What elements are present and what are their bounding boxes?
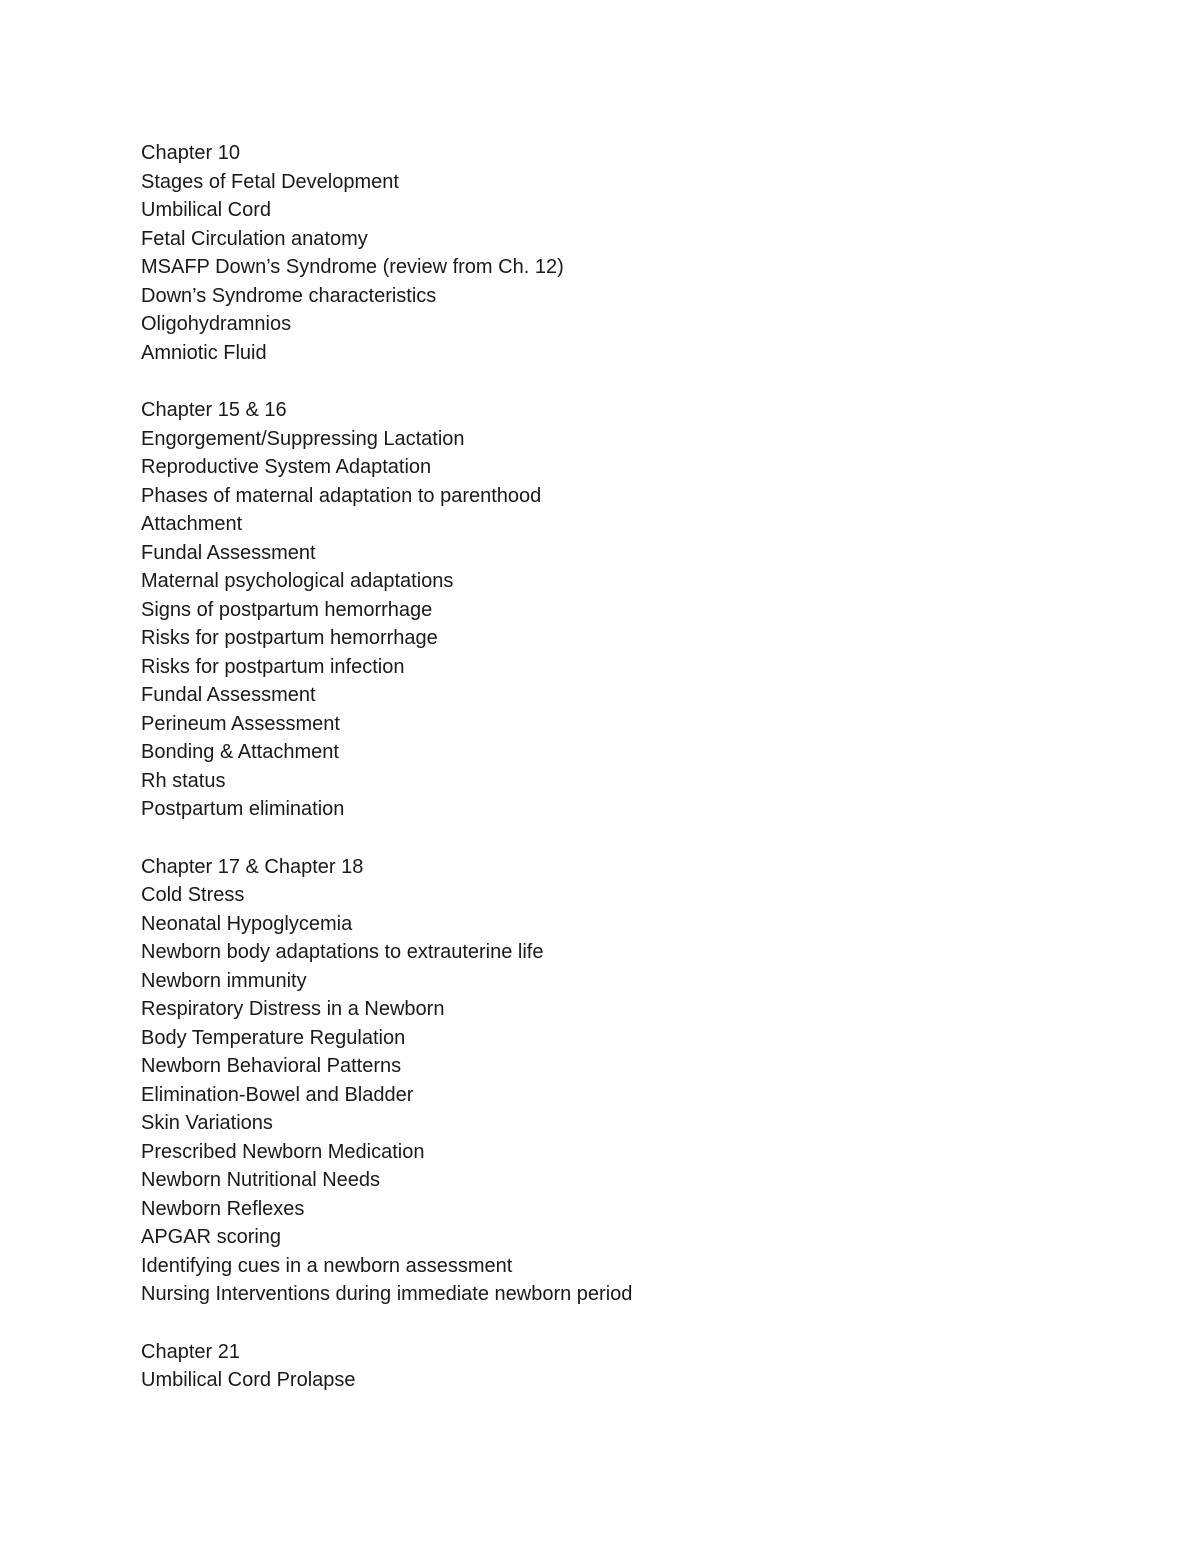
list-item: MSAFP Down’s Syndrome (review from Ch. 12) — [141, 256, 564, 278]
list-item: Down’s Syndrome characteristics — [141, 284, 437, 307]
list-item: Bonding & Attachment — [141, 741, 339, 763]
list-item: Newborn immunity — [141, 969, 307, 992]
list-item: Identifying cues in a newborn assessment — [141, 1254, 513, 1277]
section-heading: Chapter 10 — [141, 142, 240, 164]
list-item: Nursing Interventions during immediate newborn period — [141, 1283, 633, 1305]
list-item: Newborn body adaptations to extrauterine life — [141, 941, 544, 963]
list-item: Engorgement/Suppressing Lactation — [141, 427, 465, 450]
list-item: Rh status — [141, 769, 226, 792]
list-item: Umbilical Cord — [141, 199, 272, 221]
list-item: Newborn Behavioral Patterns — [141, 1055, 402, 1077]
list-item: Respiratory Distress in a Newborn — [141, 998, 445, 1020]
section-chapter-15-16 — [141, 396, 1141, 824]
document-body — [141, 139, 1141, 1424]
section-chapter-17-18 — [141, 853, 1141, 1309]
list-item: Fundal Assessment — [141, 684, 316, 706]
list-item: Attachment — [141, 513, 243, 535]
list-item: Neonatal Hypoglycemia — [141, 912, 353, 935]
section-chapter-21 — [141, 1338, 1141, 1395]
list-item: Umbilical Cord Prolapse — [141, 1369, 356, 1391]
list-item: Signs of postpartum hemorrhage — [141, 598, 433, 621]
list-item: APGAR scoring — [141, 1226, 282, 1248]
list-item: Fetal Circulation anatomy — [141, 227, 368, 250]
list-item: Oligohydramnios — [141, 313, 292, 335]
section-chapter-10 — [141, 139, 1141, 367]
section-heading: Chapter 15 & 16 — [141, 399, 287, 421]
list-item: Newborn Reflexes — [141, 1197, 305, 1220]
list-item: Skin Variations — [141, 1112, 273, 1134]
list-item: Fundal Assessment — [141, 541, 316, 564]
section-heading: Chapter 21 — [141, 1340, 240, 1363]
section-heading: Chapter 17 & Chapter 18 — [141, 855, 364, 878]
list-item: Prescribed Newborn Medication — [141, 1140, 425, 1163]
list-item: Cold Stress — [141, 884, 245, 906]
list-item: Phases of maternal adaptation to parenthood — [141, 484, 542, 507]
list-item: Risks for postpartum infection — [141, 655, 405, 678]
list-item: Amniotic Fluid — [141, 341, 267, 364]
list-item: Perineum Assessment — [141, 712, 340, 735]
list-item: Elimination-Bowel and Bladder — [141, 1083, 414, 1106]
list-item: Body Temperature Regulation — [141, 1026, 406, 1049]
list-item: Postpartum elimination — [141, 798, 345, 820]
list-item: Stages of Fetal Development — [141, 170, 399, 193]
list-item: Risks for postpartum hemorrhage — [141, 627, 438, 649]
list-item: Newborn Nutritional Needs — [141, 1169, 381, 1191]
list-item: Maternal psychological adaptations — [141, 570, 454, 592]
list-item: Reproductive System Adaptation — [141, 456, 432, 478]
